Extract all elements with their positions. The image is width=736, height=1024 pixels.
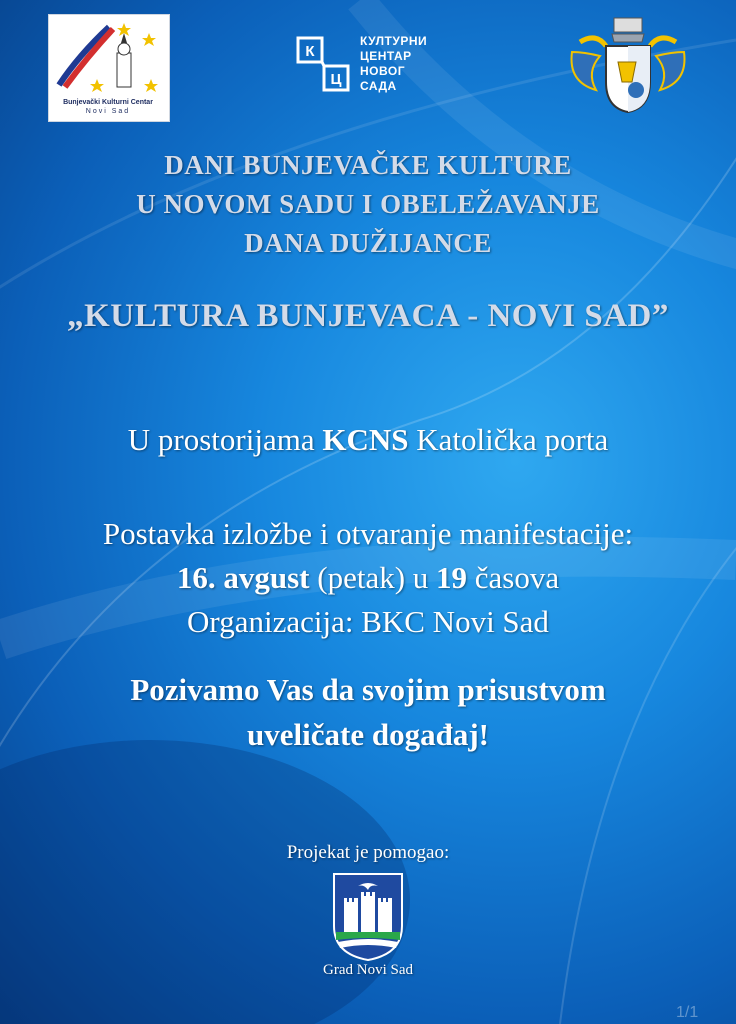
exhibit-day: (petak) u: [309, 560, 437, 595]
event-title: [0, 146, 736, 263]
exhibit-organizer: Organizacija: BKC Novi Sad: [187, 604, 549, 639]
kc-letter-c: Ц: [330, 71, 342, 88]
coat-of-arms-icon: [566, 12, 690, 116]
kcns-logo-icon: [294, 34, 354, 96]
venue-suffix: Katolička porta: [408, 422, 609, 457]
venue-kcns: KCNS: [322, 422, 409, 457]
title-line-1: DANI BUNJEVAČKE KULTURE: [164, 150, 572, 180]
bkc-emblem-icon: [49, 15, 169, 105]
kc-letter-k: К: [305, 43, 315, 60]
exhibition-info: [0, 512, 736, 644]
kc-text-line: КУЛТУРНИ: [360, 34, 428, 48]
invite-line-1: Pozivamo Vas da svojim prisustvom: [130, 672, 606, 707]
exhibit-line-1: Postavka izložbe i otvaranje manifestacije:: [102, 516, 634, 551]
exhibit-datetime: [0, 556, 736, 600]
invite-line-2: uveličate događaj!: [247, 717, 489, 752]
exhibit-time: 19: [436, 560, 468, 595]
page-number: 1/1: [676, 1004, 699, 1021]
kc-text-line: САДА: [360, 79, 397, 93]
venue-prefix: U prostorijama: [127, 422, 323, 457]
venue-line: [0, 422, 736, 458]
bkc-caption-city: Novi Sad: [85, 108, 131, 115]
kc-text-line: ЦЕНТАР: [360, 49, 412, 63]
kcns-name: [360, 34, 427, 94]
exhibit-hours: časova: [467, 560, 560, 595]
title-line-2: U NOVOM SADU I OBELEŽAVANJE: [136, 189, 600, 219]
bkc-caption-name: Bunjevački Kulturni Centar: [63, 99, 153, 106]
event-subtitle: „KULTURA BUNJEVACA - NOVI SAD”: [67, 298, 669, 334]
title-line-3: DANA DUŽIJANCE: [244, 228, 492, 258]
exhibit-date: 16. avgust: [176, 560, 310, 595]
invitation: [0, 667, 736, 757]
novi-sad-crest-icon: [330, 870, 406, 962]
city-name: Grad Novi Sad: [323, 962, 413, 978]
kc-text-line: НОВОГ: [360, 64, 406, 78]
supported-by-label: Projekat je pomogao:: [286, 842, 450, 863]
bkc-caption: [52, 98, 164, 116]
